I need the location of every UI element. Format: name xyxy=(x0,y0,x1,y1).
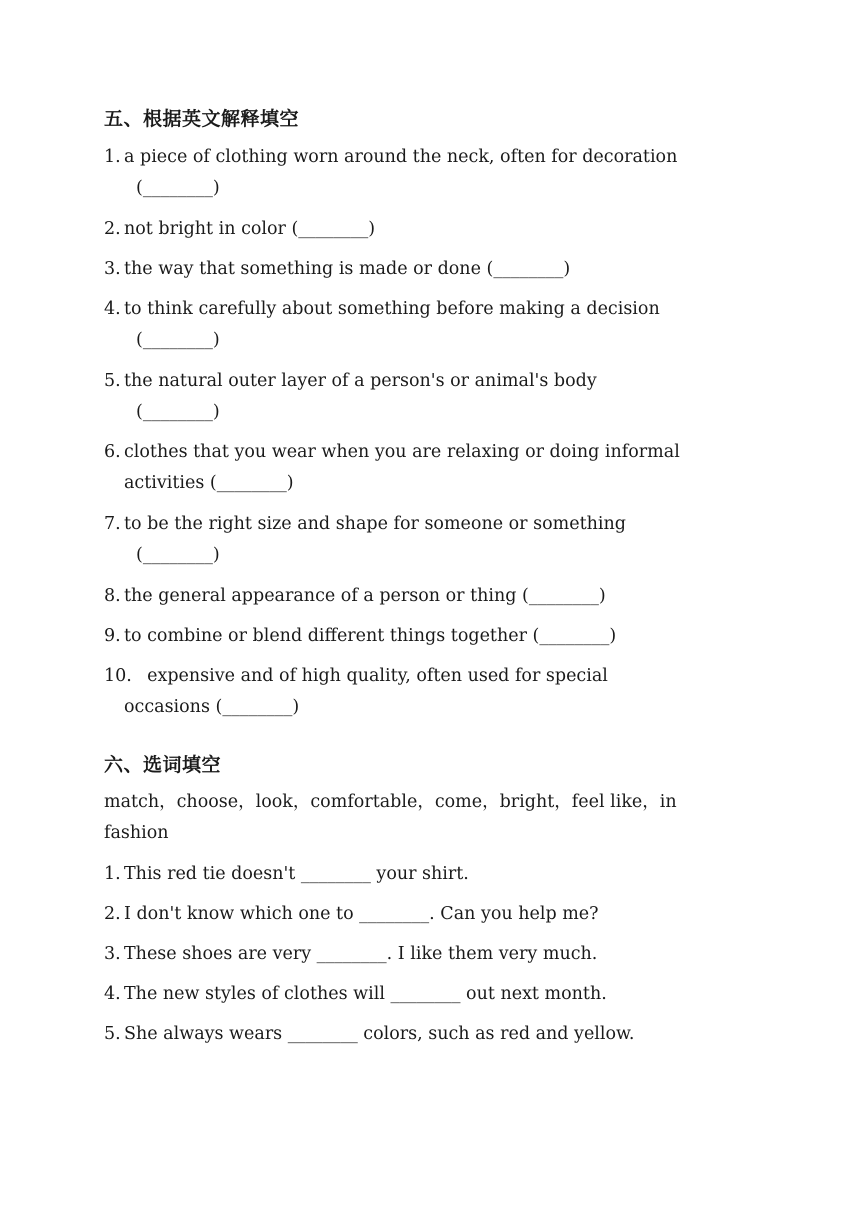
question-text: clothes that you wear when you are relaxing or doing informal xyxy=(124,442,680,462)
question-number: 8. xyxy=(104,586,121,606)
question-number: 3. xyxy=(104,944,121,964)
question-text-continued: activities (________) xyxy=(124,473,294,493)
question-number: 10. xyxy=(104,666,132,686)
question-number: 5. xyxy=(104,371,121,391)
question-text-continued: (________) xyxy=(136,402,220,422)
question-number: 2. xyxy=(104,904,121,924)
question-text: She always wears ________ colors, such as red and yellow. xyxy=(124,1024,635,1044)
question-text-continued: occasions (________) xyxy=(124,697,300,717)
question-text: a piece of clothing worn around the neck, often for decoration xyxy=(124,147,678,167)
question-number: 1. xyxy=(104,864,121,884)
question-text: These shoes are very ________. I like them very much. xyxy=(124,944,598,964)
word-bank-text: match，choose，look，comfortable，come，bright，feel like，in xyxy=(104,792,677,812)
question-text: not bright in color (________) xyxy=(124,219,376,239)
question-number: 5. xyxy=(104,1024,121,1044)
question-text: the general appearance of a person or thing (________) xyxy=(124,586,606,606)
question-text: to be the right size and shape for someone or something xyxy=(124,514,626,534)
question-text: to combine or blend different things together (________) xyxy=(124,626,617,646)
question-text: I don't know which one to ________. Can you help me? xyxy=(124,904,599,924)
question-text: The new styles of clothes will ________ out next month. xyxy=(124,984,607,1004)
question-number: 1. xyxy=(104,147,121,167)
question-number: 6. xyxy=(104,442,121,462)
question-number: 4. xyxy=(104,984,121,1004)
question-text: the natural outer layer of a person's or animal's body xyxy=(124,371,597,391)
question-text-continued: (________) xyxy=(136,330,220,350)
question-text: expensive and of high quality, often used for special xyxy=(136,666,608,686)
question-text: the way that something is made or done (________) xyxy=(124,259,571,279)
section-6-heading: 六、选词填空 xyxy=(104,754,222,776)
question-number: 3. xyxy=(104,259,121,279)
question-text: This red tie doesn't ________ your shirt. xyxy=(124,864,469,884)
section-5-heading: 五、根据英文解释填空 xyxy=(104,108,300,130)
question-number: 4. xyxy=(104,299,121,319)
question-number: 9. xyxy=(104,626,121,646)
question-text-continued: (________) xyxy=(136,545,220,565)
question-number: 7. xyxy=(104,514,121,534)
question-text-continued: (________) xyxy=(136,178,220,198)
word-bank-text-continued: fashion xyxy=(104,823,169,843)
question-text: to think carefully about something before making a decision xyxy=(124,299,660,319)
question-number: 2. xyxy=(104,219,121,239)
